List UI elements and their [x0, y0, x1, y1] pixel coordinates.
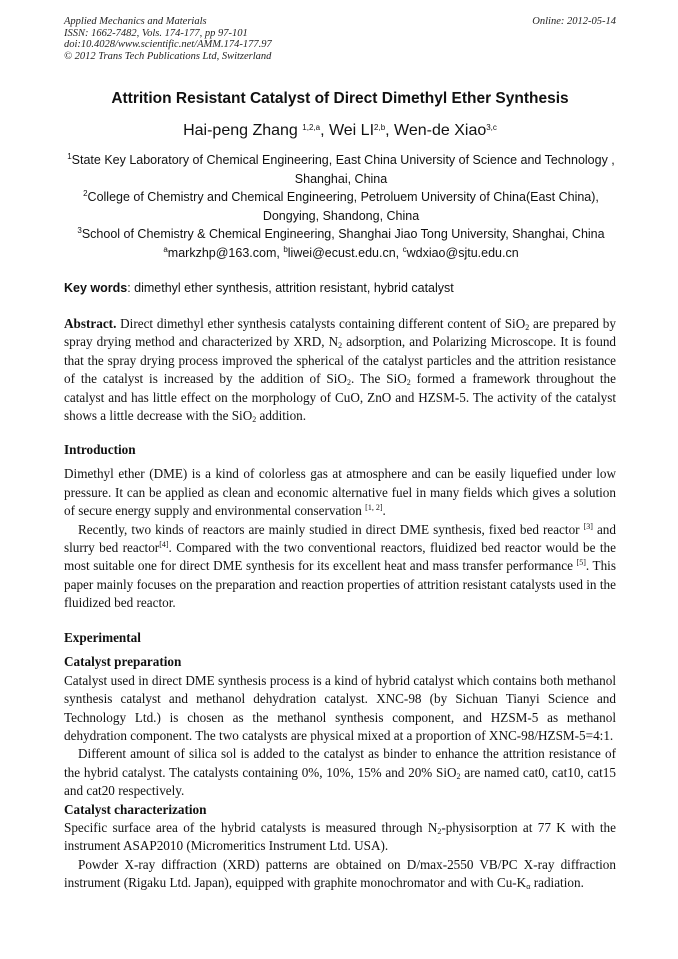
email-address: markzhp@163.com,: [167, 245, 284, 260]
abstract-text: addition.: [256, 408, 307, 424]
author-affiliation-mark: 3,c: [486, 123, 497, 132]
affiliation-text: State Key Laboratory of Chemical Engineering, East China University of Science and Technology ,: [71, 153, 615, 167]
affiliation-text: College of Chemistry and Chemical Engineering, Petroluem University of China(East China),: [87, 190, 599, 204]
catalyst-characterization-heading: Catalyst characterization: [64, 801, 207, 817]
experimental-paragraph-3: [64, 819, 616, 856]
introduction-paragraph-1: [64, 465, 616, 520]
paragraph-text: radiation.: [530, 875, 584, 891]
keywords-text: : dimethyl ether synthesis, attrition resistant, hybrid catalyst: [127, 281, 454, 295]
online-date: Online: 2012-05-14: [532, 16, 616, 27]
paragraph-text: -physisorption at 77 K with the instrument ASAP2010 (Micromeritics Instrument Ltd. USA).: [64, 820, 616, 854]
affiliations: [58, 151, 624, 262]
subscript: 2: [346, 378, 351, 388]
subscript: α: [526, 882, 531, 892]
abstract-text: are prepared by spray drying method and characterized by XRD, N: [64, 316, 616, 350]
introduction-paragraph-2: [64, 521, 616, 613]
subscript: 2: [252, 415, 257, 425]
paragraph-text: Recently, two kinds of reactors are mainly studied in direct DME synthesis, fixed bed reactor: [78, 521, 584, 537]
abstract-label: Abstract.: [64, 316, 117, 331]
email-address: liwei@ecust.edu.cn,: [287, 245, 403, 260]
email-mark: c: [402, 244, 407, 254]
keywords-label: Key words: [64, 281, 128, 295]
affiliation-1-city: Shanghai, China: [294, 171, 388, 186]
abstract-text: Direct dimethyl ether synthesis catalysts containing different content of SiO: [116, 316, 526, 331]
citation: [4]: [159, 540, 169, 550]
paragraph-text: Dimethyl ether (DME) is a kind of colorless gas at atmosphere and can be easily liquefied under low pressure. It can be applied as clean and economic alternative fuel in many fields which gives a solution of secure energy supply and environmental conservation: [64, 466, 616, 519]
experimental-paragraph-4: [64, 856, 616, 893]
paragraph-text: . This paper mainly focuses on the preparation and reaction properties of attrition resistant catalysts used in the fluidized bed reactor.: [64, 558, 616, 611]
citation: [3]: [583, 521, 593, 531]
doi-line: doi:10.4028/www.scientific.net/AMM.174-177.97: [64, 39, 272, 50]
author-list: [64, 122, 616, 140]
author-separator: ,: [320, 122, 329, 139]
journal-header: [64, 16, 616, 62]
subscript: 2: [437, 827, 442, 837]
citation: [1, 2]: [365, 503, 383, 513]
subscript: 2: [456, 771, 461, 781]
subscript: 2: [338, 341, 343, 351]
paragraph-text: and slurry bed reactor: [64, 521, 616, 556]
affiliation-2-city: Dongying, Shandong, China: [262, 208, 420, 223]
affiliation-text: School of Chemistry & Chemical Engineering, Shanghai Jiao Tong University, Shanghai, China: [81, 227, 605, 241]
journal-name: Applied Mechanics and Materials: [64, 16, 207, 27]
subscript: 2: [406, 378, 411, 388]
affiliation-mark: 1: [67, 152, 72, 161]
author-name: Wen-de Xiao: [394, 122, 487, 139]
paragraph-text: Different amount of silica sol is added to the catalyst as binder to enhance the attrition resistance of the hybrid catalyst. The catalysts containing 0%, 10%, 15% and 20% SiO: [64, 746, 616, 780]
author-affiliation-mark: 2,b: [374, 123, 386, 132]
author-separator: ,: [385, 122, 395, 139]
subscript: 2: [525, 323, 530, 332]
abstract-block: [64, 315, 616, 425]
affiliation-3: [58, 225, 624, 244]
introduction-section: [64, 441, 616, 613]
email-mark: b: [283, 244, 288, 254]
affiliation-mark: 3: [77, 226, 82, 235]
author-emails: [58, 244, 624, 263]
paragraph-text: are named cat0, cat10, cat15 and cat20 respectively.: [64, 764, 616, 799]
catalyst-preparation-heading: Catalyst preparation: [64, 654, 182, 670]
affiliation-2: [58, 188, 624, 207]
paper-title: Attrition Resistant Catalyst of Direct Dimethyl Ether Synthesis: [111, 90, 569, 107]
author-name: Wei LI: [328, 122, 375, 139]
abstract-text: formed a framework throughout the catalyst and has little effect on the morphology of CuO, ZnO and HZSM-5. The activity of the catalyst shows a little decrease with the SiO: [64, 371, 616, 424]
affiliation-1: [58, 151, 624, 170]
abstract-text: adsorption, and Polarizing Microscope. It is found that the spray drying process improved the spherical of the catalyst particles and the attrition resistance of the catalyst is increased by the addition of SiO: [64, 334, 617, 387]
keywords: [64, 281, 616, 295]
citation: [5]: [576, 558, 586, 568]
paragraph-text: . Compared with the two conventional reactors, fluidized bed reactor would be the most suitable one for direct DME synthesis for its excellent heat and mass transfer performance: [64, 540, 616, 574]
paragraph-text: Powder X-ray diffraction (XRD) patterns are obtained on D/max-2550 VB/PC X-ray diffraction instrument (Rigaku Ltd. Japan), equipped with graphite monochromator and with Cu-K: [64, 856, 616, 891]
affiliation-mark: 2: [83, 189, 88, 198]
experimental-section: [64, 629, 616, 893]
author-affiliation-mark: 1,2,a: [302, 123, 321, 132]
email-address: wdxiao@sjtu.edu.cn: [406, 245, 519, 260]
introduction-heading: Introduction: [64, 442, 136, 457]
experimental-paragraph-1: Catalyst used in direct DME synthesis process is a kind of hybrid catalyst which contains both methanol synthesis catalyst and methanol dehydration catalyst. XNC-98 (by Sichuan Tianyi Science and Technology Ltd.) is chosen as the methanol synthesis component, and HZSM-5 as methanol dehydration component. The two catalysts are physical mixed at a proportion of XNC-98/HZSM-5=4:1.: [64, 672, 616, 744]
author-name: Hai-peng Zhang: [183, 122, 303, 139]
experimental-paragraph-2: [64, 745, 616, 800]
email-mark: a: [163, 244, 168, 254]
paragraph-text: .: [382, 503, 386, 519]
abstract-text: . The SiO: [350, 371, 407, 387]
experimental-heading: Experimental: [64, 630, 141, 645]
paragraph-text: Specific surface area of the hybrid catalysts is measured through N: [64, 820, 438, 836]
copyright-line: © 2012 Trans Tech Publications Ltd, Switzerland: [64, 50, 272, 62]
issn-line: ISSN: 1662-7482, Vols. 174-177, pp 97-101: [64, 27, 248, 39]
